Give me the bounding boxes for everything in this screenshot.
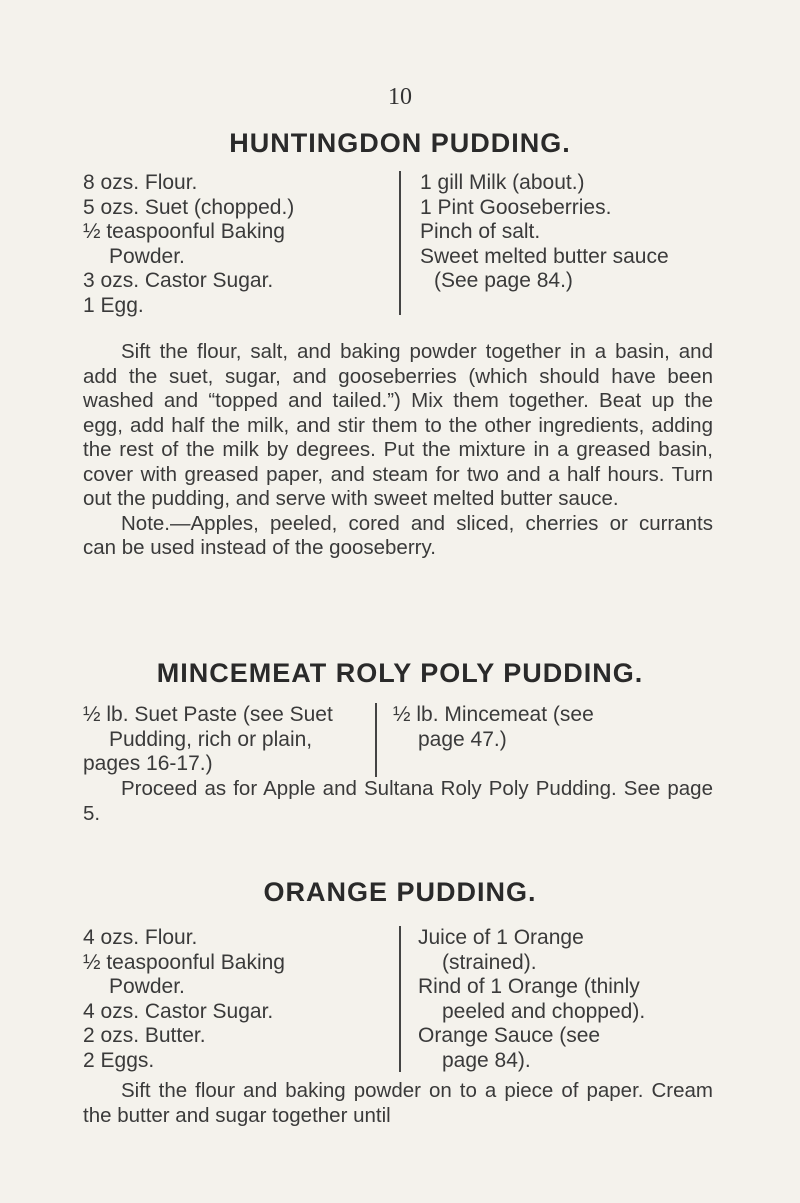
instructions-mincemeat xyxy=(83,777,713,826)
ingredient: 1 Pint Gooseberries. xyxy=(420,195,612,219)
ingredient: (See page 84.) xyxy=(434,269,573,292)
ingredient: ½ teaspoonful Baking xyxy=(83,220,285,243)
ingredient: ½ lb. Suet Paste (see Suet xyxy=(83,703,333,726)
ingredients-left-mincemeat xyxy=(83,703,377,777)
ingredient: Powder. xyxy=(109,975,185,998)
ingredient: pages 16-17.) xyxy=(83,752,213,775)
ingredients-right-huntingdon xyxy=(420,171,740,294)
ingredient: 2 ozs. Butter. xyxy=(83,1024,206,1047)
page-number: 10 xyxy=(388,84,412,110)
ingredient: Pinch of salt. xyxy=(420,220,541,243)
ingredient: 2 Eggs. xyxy=(83,1048,155,1072)
instruction-paragraph: Proceed as for Apple and Sultana Roly Poly Pudding. See page 5. xyxy=(83,777,713,825)
recipe-title-huntingdon: HUNTINGDON PUDDING. xyxy=(229,128,571,158)
instructions-orange xyxy=(83,1079,713,1128)
ingredient: page 84). xyxy=(442,1048,531,1072)
note-paragraph: Note.—Apples, peeled, cored and sliced, cherries or currants can be used instead of the gooseberry. xyxy=(83,511,713,559)
instructions-huntingdon xyxy=(83,340,713,561)
ingredient: 3 ozs. Castor Sugar. xyxy=(83,269,274,292)
recipe-title-mincemeat: MINCEMEAT ROLY POLY PUDDING. xyxy=(156,658,644,688)
ingredients-right-orange xyxy=(418,926,738,1073)
ingredient: ½ lb. Mincemeat (see xyxy=(393,703,594,726)
recipe-title-orange: ORANGE PUDDING. xyxy=(263,877,537,907)
ingredient: ½ teaspoonful Baking xyxy=(83,950,285,974)
ingredient: Juice of 1 Orange xyxy=(418,926,584,949)
ingredient: Orange Sauce (see xyxy=(418,1024,601,1047)
instruction-paragraph: Sift the flour and baking powder on to a piece of paper. Cream the butter and sugar together until xyxy=(83,1079,713,1127)
ingredient: 4 ozs. Castor Sugar. xyxy=(83,999,274,1023)
instruction-paragraph: Sift the flour, salt, and baking powder together in a basin, and add the suet, sugar, and gooseberries (which should have been washed and “topped and tailed.”) Mix them together. Beat up the egg, add half the milk, and stir them to the other ingredients, adding the rest of the milk by degrees. Put the mixture in a greased basin, cover with greased paper, and steam for two and a half hours. Turn out the pudding, and serve with sweet melted butter sauce. xyxy=(83,340,713,510)
ingredient: Sweet melted butter sauce xyxy=(420,244,669,268)
ingredients-left-orange xyxy=(83,926,401,1072)
ingredient: 4 ozs. Flour. xyxy=(83,926,198,949)
ingredients-right-mincemeat xyxy=(393,703,713,752)
ingredient: peeled and chopped). xyxy=(442,999,646,1023)
ingredient: Pudding, rich or plain, xyxy=(109,727,313,751)
ingredient: (strained). xyxy=(442,950,537,974)
ingredient: 1 Egg. xyxy=(83,293,144,317)
ingredients-left-huntingdon xyxy=(83,171,401,315)
ingredient: page 47.) xyxy=(418,727,507,751)
ingredient: 8 ozs. Flour. xyxy=(83,171,198,194)
ingredient: Rind of 1 Orange (thinly xyxy=(418,975,640,998)
ingredient: 1 gill Milk (about.) xyxy=(420,171,585,194)
ingredient: 5 ozs. Suet (chopped.) xyxy=(83,195,295,219)
ingredient: Powder. xyxy=(109,244,185,268)
